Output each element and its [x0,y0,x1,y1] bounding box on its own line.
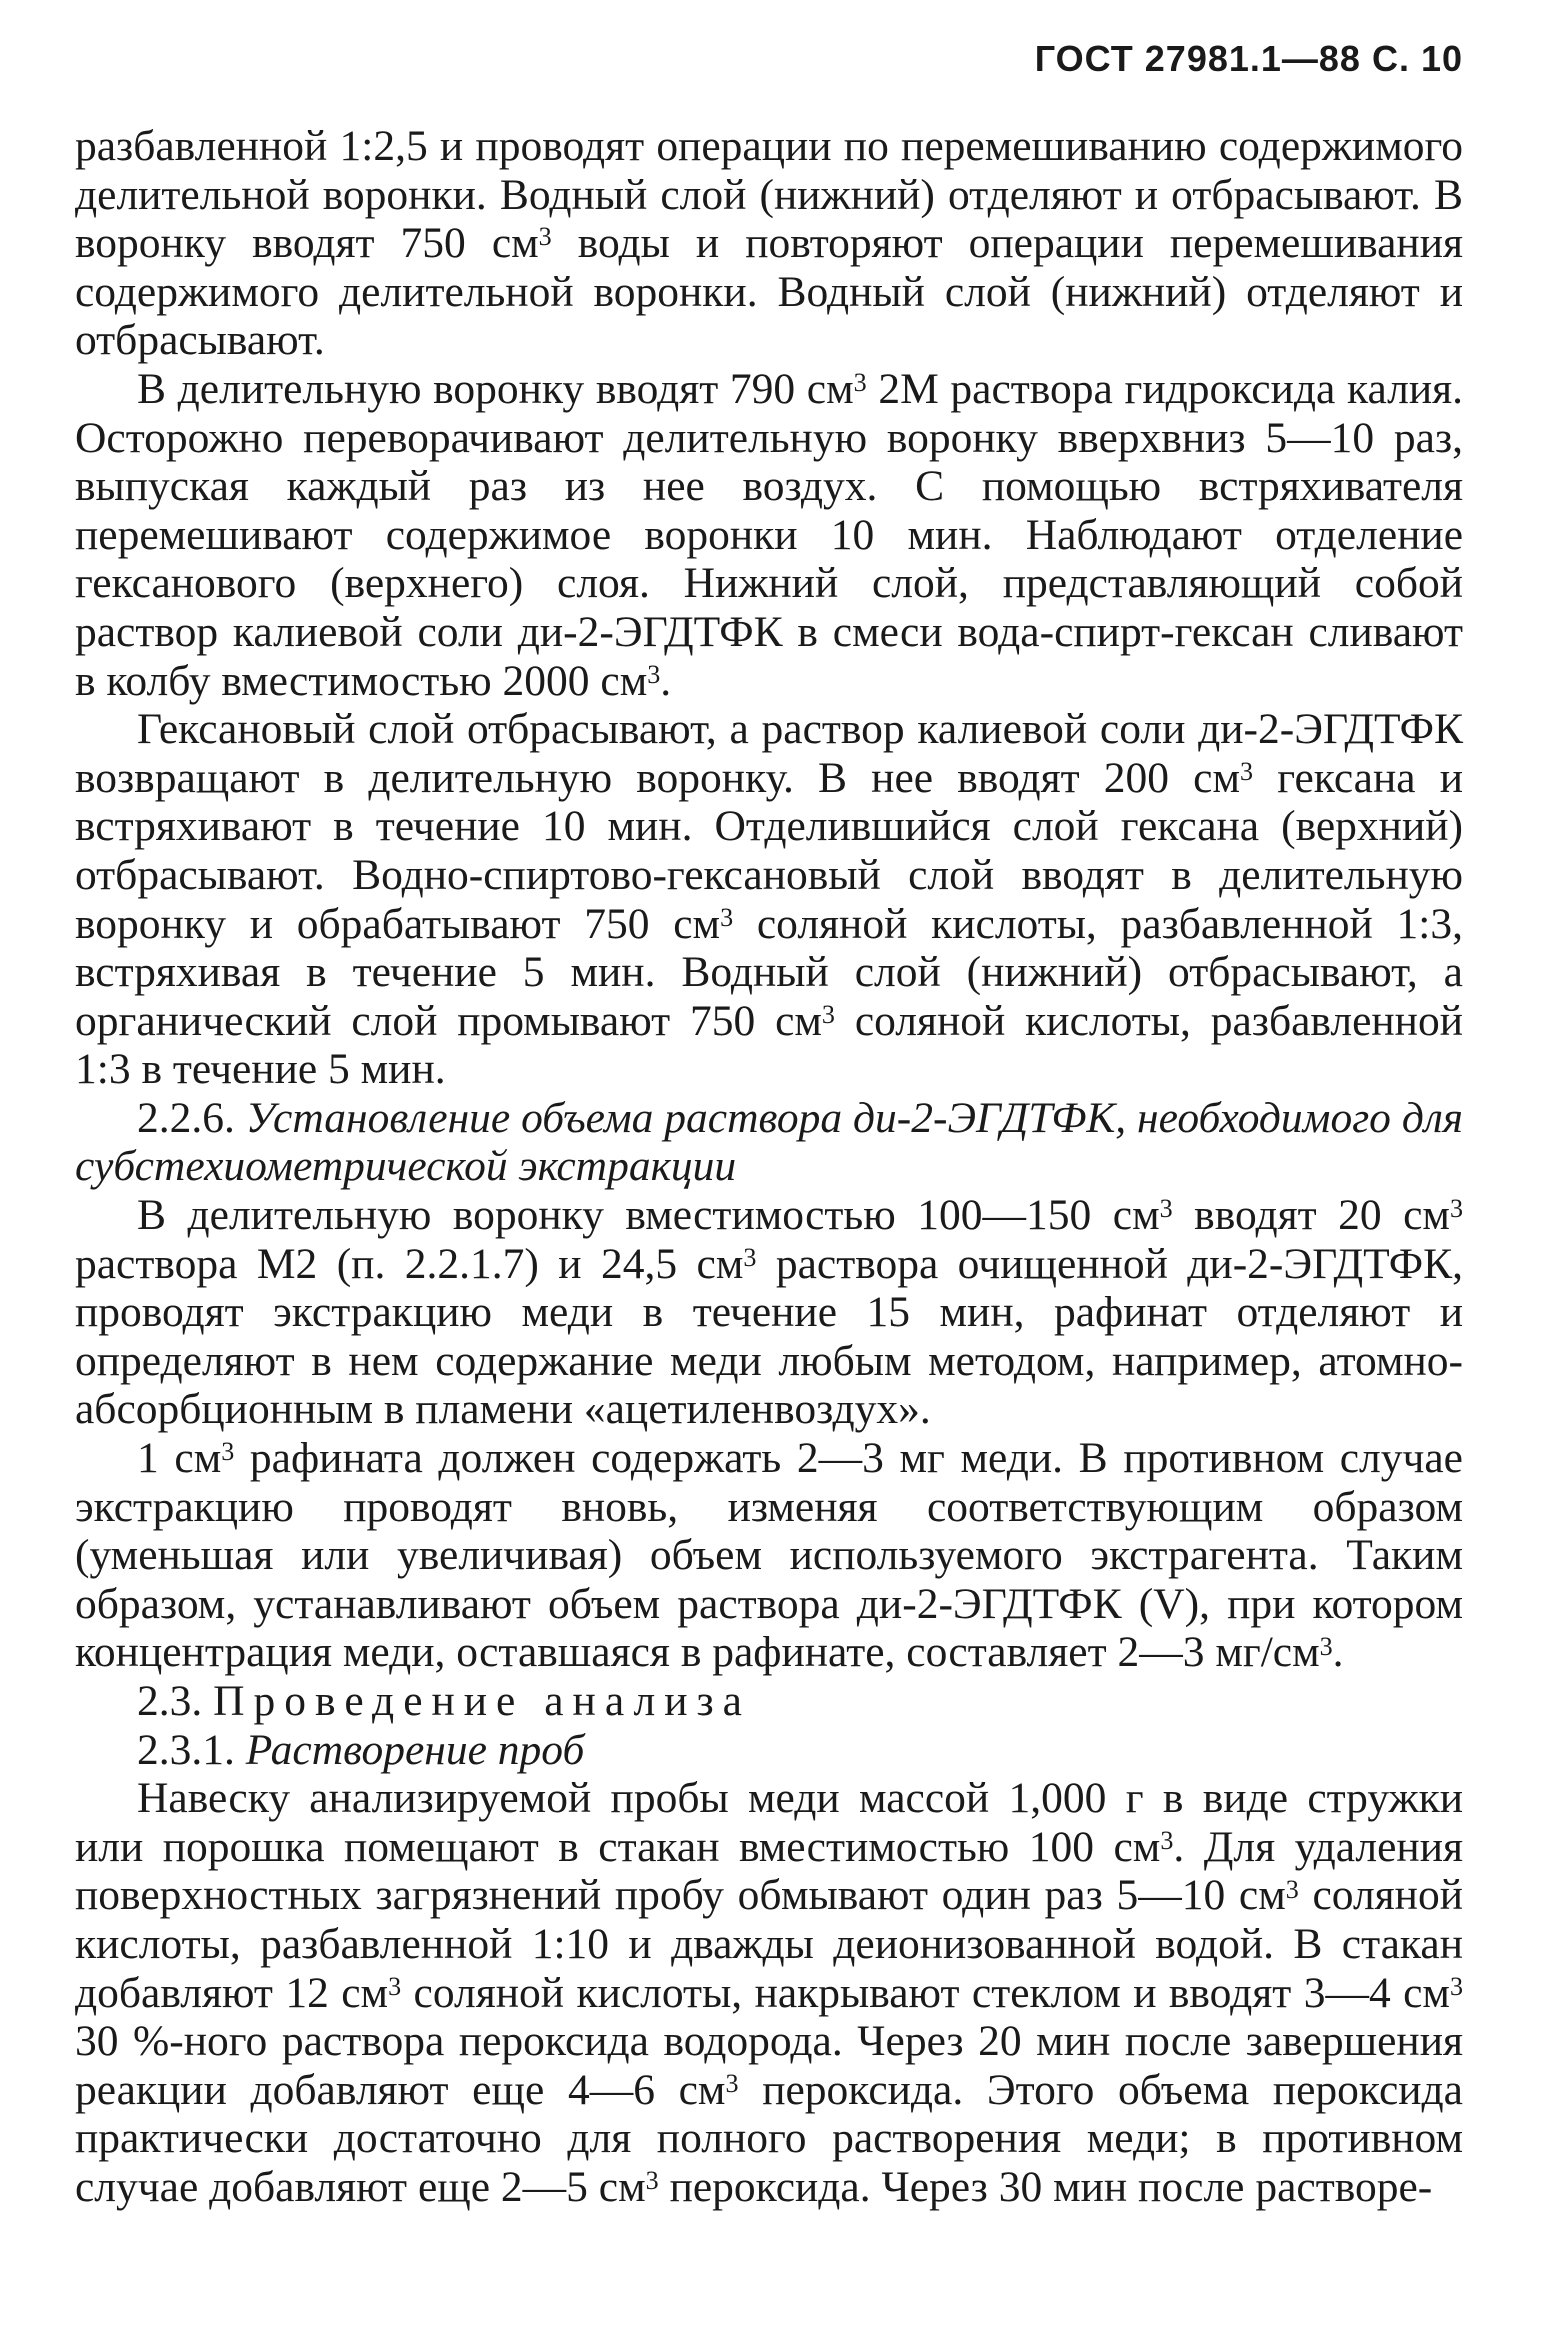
paragraph-2: В делительную воронку вводят 790 $см^3$ 2М раствора гидроксида калия. Осторожно переворачивают делительную воронку вверхвниз 5—10 раз, выпуская каждый раз из нее воздух. С помощью встряхивателя перемешивают содержимое воронки 10 мин. Наблюдают отделение гексанового (верхнего) слоя. Нижний слой, представляющий собой раствор калиевой соли ди-2-ЭГДТФК в смеси вода-спирт-гексан сливают в колбу вместимостью 2000 $см^3$. [75,364,1464,705]
section-title: Проведение анализа [213,1677,751,1725]
section-heading-2-2-6 [75,1094,1463,1191]
paragraph-5: 1 $см^3$ рафината должен содержать 2—3 мг меди. В противном случае экстракцию проводят вновь, изменяя соответствующим образом (уменьшая или увеличивая) объем используемого экстрагента. Таким образом, устанавливают объем раствора ди-2-ЭГДТФК (V), при котором концентрация меди, оставшаяся в рафинате, составляет 2—3 $мг/см^3$. [75,1434,1463,1677]
section-number: 2.2.6. [137,1093,235,1142]
paragraph-4: В делительную воронку вместимостью 100—150 $см^3$ вводят 20 $см^3$ раствора М2 (п. 2.2.1.7) и 24,5 $см^3$ раствора очищенной ди-2-ЭГДТФК, проводят экстракцию меди в течение 15 мин, рафинат отделяют и определяют в нем содержание меди любым методом, например, атомно-абсорбционным в пламени «ацетиленвоздух». [75,1191,1464,1434]
section-number: 2.3. [137,1677,203,1725]
section-title: Растворение проб [245,1725,585,1774]
section-heading-2-3 [75,1677,1463,1726]
page-header: ГОСТ 27981.1—88 С. 10 [1034,38,1463,79]
paragraph-6: Навеску анализируемой пробы меди массой 1,000 г в виде стружки или порошка помещают в стакан вместимостью 100 $см^3$. Для удаления поверхностных загрязнений пробу обмывают один раз 5—10 $см^3$ соляной кислоты, разбавленной 1:10 и дважды деионизованной водой. В стакан добавляют 12 $см^3$ соляной кислоты, накрывают стеклом и вводят 3—4 $см^3$ 30 %-ного раствора пероксида водорода. Через 20 мин после завершения реакции добавляют еще 4—6 $см^3$ пероксида. Этого объема пероксида практически достаточно для полного растворения меди; в противном случае добавляют еще 2—5 $см^3$ пероксида. Через 30 мин после растворе- [75,1774,1463,2211]
section-number: 2.3.1. [137,1725,235,1774]
section-title: Установление объема раствора ди-2-ЭГДТФК, необходимого для субстехиометрической экстракции [75,1093,1464,1191]
section-heading-2-3-1 [75,1726,1463,1775]
paragraph-1: разбавленной 1:2,5 и проводят операции по перемешиванию содержимого делительной воронки. Водный слой (нижний) отделяют и отбрасывают. В воронку вводят 750 $см^3$ воды и повторяют операции перемешивания содержимого делительной воронки. Водный слой (нижний) отделяют и отбрасывают. [75,122,1463,365]
document-body [75,122,1463,2212]
paragraph-3: Гексановый слой отбрасывают, а раствор калиевой соли ди-2-ЭГДТФК возвращают в делительную воронку. В нее вводят 200 $см^3$ гексана и встряхивают в течение 10 мин. Отделившийся слой гексана (верхний) отбрасывают. Водно-спиртово-гексановый слой вводят в делительную воронку и обрабатывают 750 $см^3$ соляной кислоты, разбавленной 1:3, встряхивая в течение 5 мин. Водный слой (нижний) отбрасывают, а органический слой промывают 750 $см^3$ соляной кислоты, разбавленной 1:3 в течение 5 мин. [75,705,1463,1094]
